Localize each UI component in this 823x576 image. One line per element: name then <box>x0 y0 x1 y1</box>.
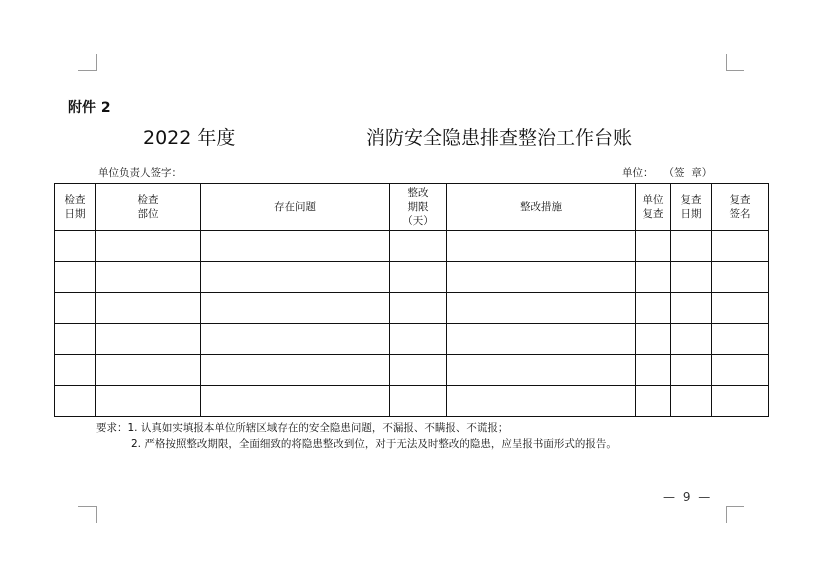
requirement-line-1: 要求：1. 认真如实填报本单位所辖区域存在的安全隐患问题，不漏报、不瞒报、不谎报； <box>96 422 509 434</box>
table-cell[interactable] <box>55 293 96 324</box>
table-cell[interactable] <box>96 262 201 293</box>
table-cell[interactable] <box>390 324 447 355</box>
table-cell[interactable] <box>671 293 712 324</box>
table-cell[interactable] <box>201 324 390 355</box>
table-cell[interactable] <box>671 231 712 262</box>
table-cell[interactable] <box>712 386 769 417</box>
table-cell[interactable] <box>390 355 447 386</box>
table-cell[interactable] <box>447 386 636 417</box>
table-cell[interactable] <box>390 262 447 293</box>
table-cell[interactable] <box>96 293 201 324</box>
page-number: — 9 — <box>663 490 713 504</box>
table-cell[interactable] <box>201 262 390 293</box>
table-cell[interactable] <box>390 386 447 417</box>
column-header-check-location: 检查 部位 <box>96 184 201 231</box>
table-cell[interactable] <box>712 231 769 262</box>
year-label: 2022 年度 <box>143 127 236 149</box>
table-cell[interactable] <box>636 231 671 262</box>
crop-mark <box>726 506 727 523</box>
table-cell[interactable] <box>96 386 201 417</box>
table-cell[interactable] <box>712 262 769 293</box>
table-cell[interactable] <box>636 324 671 355</box>
table-cell[interactable] <box>390 293 447 324</box>
table-cell[interactable] <box>712 293 769 324</box>
column-header-unit-review: 单位 复查 <box>636 184 671 231</box>
table-cell[interactable] <box>671 355 712 386</box>
table-cell[interactable] <box>671 262 712 293</box>
table-cell[interactable] <box>390 231 447 262</box>
table-cell[interactable] <box>201 355 390 386</box>
document-title: 消防安全隐患排查整治工作台账 <box>366 127 633 149</box>
column-header-rectification-measures: 整改措施 <box>447 184 636 231</box>
table-cell[interactable] <box>636 262 671 293</box>
table-cell[interactable] <box>447 324 636 355</box>
table-row <box>55 324 769 355</box>
column-header-rectification-deadline: 整改 期限 （天） <box>390 184 447 231</box>
unit-seal-label: 单位： （签 章） <box>622 167 713 179</box>
table-cell[interactable] <box>636 355 671 386</box>
table-cell[interactable] <box>55 355 96 386</box>
table-cell[interactable] <box>636 386 671 417</box>
column-header-check-date: 检查 日期 <box>55 184 96 231</box>
table-cell[interactable] <box>447 293 636 324</box>
table-cell[interactable] <box>636 293 671 324</box>
attachment-label: 附件 2 <box>68 100 111 116</box>
table-cell[interactable] <box>96 231 201 262</box>
table-row <box>55 293 769 324</box>
column-header-existing-problem: 存在问题 <box>201 184 390 231</box>
table-cell[interactable] <box>201 231 390 262</box>
table-cell[interactable] <box>447 231 636 262</box>
table-cell[interactable] <box>96 355 201 386</box>
table-cell[interactable] <box>55 386 96 417</box>
column-header-review-date: 复查 日期 <box>671 184 712 231</box>
crop-mark <box>78 70 96 71</box>
table-cell[interactable] <box>447 262 636 293</box>
table-cell[interactable] <box>712 324 769 355</box>
table-cell[interactable] <box>201 386 390 417</box>
crop-mark <box>78 506 96 507</box>
table-row <box>55 386 769 417</box>
crop-mark <box>726 70 744 71</box>
table-row <box>55 262 769 293</box>
table-cell[interactable] <box>447 355 636 386</box>
signature-label: 单位负责人签字： <box>98 167 182 179</box>
table-cell[interactable] <box>201 293 390 324</box>
table-row <box>55 355 769 386</box>
table-cell[interactable] <box>55 231 96 262</box>
crop-mark <box>96 54 97 71</box>
requirement-line-2: 2. 严格按照整改期限，全面细致的将隐患整改到位，对于无法及时整改的隐患，应呈报书面形式的报告。 <box>131 438 617 450</box>
table-cell[interactable] <box>55 262 96 293</box>
table-cell[interactable] <box>55 324 96 355</box>
table-cell[interactable] <box>671 386 712 417</box>
table-cell[interactable] <box>96 324 201 355</box>
table-row <box>55 231 769 262</box>
column-header-review-signature: 复查 签名 <box>712 184 769 231</box>
table-cell[interactable] <box>671 324 712 355</box>
table-cell[interactable] <box>712 355 769 386</box>
crop-mark <box>96 506 97 523</box>
ledger-table <box>54 183 769 417</box>
crop-mark <box>726 506 744 507</box>
table-header-row <box>55 184 769 231</box>
crop-mark <box>726 54 727 71</box>
